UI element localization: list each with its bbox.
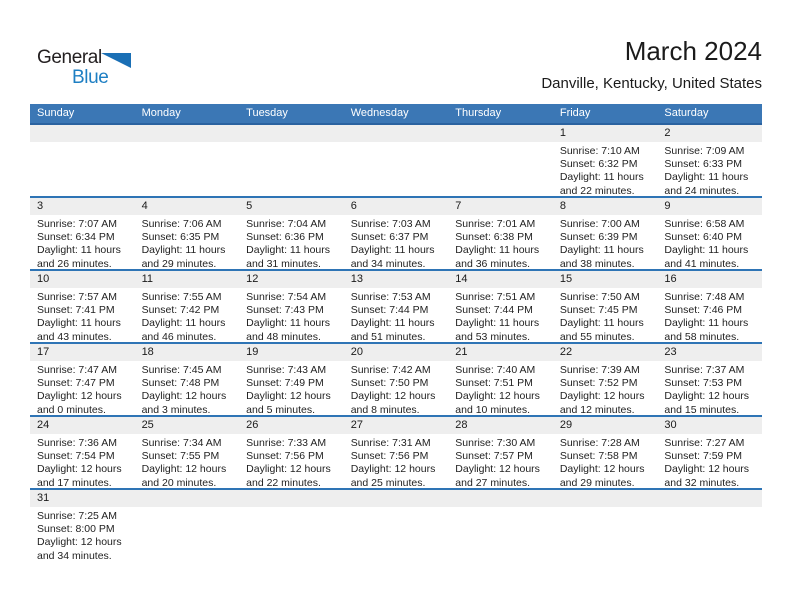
sunset-line: Sunset: 6:37 PM — [350, 231, 429, 244]
date-band — [30, 490, 762, 507]
daylight-minutes-line: and 31 minutes. — [246, 257, 321, 270]
day-cell-empty — [553, 507, 658, 563]
date-band — [30, 198, 762, 215]
sunrise-line: Sunrise: 7:04 AM — [246, 218, 327, 230]
sunset-line: Sunset: 7:44 PM — [350, 304, 429, 317]
week-body — [30, 507, 762, 561]
sunrise-line: Sunrise: 7:43 AM — [246, 364, 327, 376]
week-row-6 — [30, 490, 762, 561]
sunset-line: Sunset: 7:56 PM — [350, 450, 429, 463]
month-title: March 2024 — [624, 36, 762, 66]
day-cell-10 — [30, 288, 135, 344]
sunset-line: Sunset: 6:40 PM — [664, 231, 743, 244]
sunset-line: Sunset: 6:35 PM — [141, 231, 220, 244]
daylight-minutes-line: and 55 minutes. — [559, 330, 635, 343]
daylight-hours-line: Daylight: 11 hours — [664, 244, 749, 257]
day-cell-empty — [448, 507, 553, 563]
sunrise-line: Sunrise: 7:01 AM — [455, 218, 536, 230]
day-cell-empty — [344, 507, 449, 563]
daylight-minutes-line: and 51 minutes. — [350, 330, 426, 343]
sunset-line: Sunset: 7:48 PM — [141, 377, 220, 390]
date-number-empty — [344, 125, 449, 142]
daylight-hours-line: Daylight: 11 hours — [455, 244, 540, 257]
sunset-line: Sunset: 7:56 PM — [246, 450, 324, 463]
date-number-empty — [239, 490, 344, 507]
day-cell-21 — [448, 361, 553, 417]
logo-triangle-icon — [101, 53, 131, 68]
calendar-grid — [30, 104, 762, 561]
sunrise-line: Sunrise: 7:07 AM — [37, 218, 117, 230]
date-number-29: 29 — [559, 419, 573, 431]
date-number-26: 26 — [246, 419, 259, 431]
day-cell-empty — [448, 142, 553, 198]
sunrise-line: Sunrise: 7:42 AM — [350, 364, 431, 376]
sunset-line: Sunset: 7:43 PM — [246, 304, 324, 317]
daylight-hours-line: Daylight: 11 hours — [37, 317, 121, 330]
week-row-1 — [30, 125, 762, 198]
sunrise-line: Sunrise: 7:31 AM — [350, 437, 431, 449]
daylight-hours-line: Daylight: 11 hours — [246, 244, 330, 257]
sunrise-line: Sunrise: 7:10 AM — [559, 145, 640, 157]
daylight-minutes-line: and 25 minutes. — [350, 476, 426, 489]
day-cell-empty — [30, 142, 135, 198]
sunset-line: Sunset: 7:50 PM — [350, 377, 429, 390]
day-header-sunday: Sunday — [37, 107, 75, 119]
daylight-hours-line: Daylight: 11 hours — [37, 244, 121, 257]
week-body — [30, 215, 762, 269]
date-number-empty — [448, 125, 553, 142]
sunset-line: Sunset: 7:41 PM — [37, 304, 115, 317]
sunrise-line: Sunrise: 7:28 AM — [559, 437, 640, 449]
sunrise-line: Sunrise: 7:50 AM — [559, 291, 640, 303]
date-number-22: 22 — [559, 346, 573, 358]
date-number-31: 31 — [37, 492, 50, 504]
date-number-11: 11 — [141, 273, 153, 285]
week-body — [30, 288, 762, 342]
sunrise-line: Sunrise: 7:25 AM — [37, 510, 117, 522]
week-row-5 — [30, 417, 762, 490]
sunrise-line: Sunrise: 7:40 AM — [455, 364, 536, 376]
sunrise-line: Sunrise: 7:36 AM — [37, 437, 117, 449]
sunrise-line: Sunrise: 7:03 AM — [350, 218, 431, 230]
daylight-hours-line: Daylight: 11 hours — [350, 244, 435, 257]
sunrise-line: Sunrise: 7:37 AM — [664, 364, 745, 376]
daylight-minutes-line: and 0 minutes. — [37, 403, 106, 416]
date-number-5: 5 — [246, 200, 253, 212]
day-cell-29 — [553, 434, 658, 490]
sunrise-line: Sunrise: 7:30 AM — [455, 437, 536, 449]
daylight-hours-line: Daylight: 12 hours — [246, 463, 331, 476]
day-cell-4 — [135, 215, 240, 271]
sunrise-line: Sunrise: 7:33 AM — [246, 437, 327, 449]
sunrise-line: Sunrise: 7:09 AM — [664, 145, 745, 157]
sunset-line: Sunset: 8:00 PM — [37, 523, 115, 536]
week-body — [30, 434, 762, 488]
daylight-minutes-line: and 17 minutes. — [37, 476, 112, 489]
sunrise-line: Sunrise: 7:00 AM — [559, 218, 640, 230]
sunrise-line: Sunrise: 7:54 AM — [246, 291, 327, 303]
date-number-21: 21 — [455, 346, 468, 358]
week-body — [30, 142, 762, 196]
date-number-15: 15 — [559, 273, 573, 285]
daylight-hours-line: Daylight: 11 hours — [141, 317, 226, 330]
daylight-minutes-line: and 8 minutes. — [350, 403, 420, 416]
day-cell-15 — [553, 288, 658, 344]
sunrise-line: Sunrise: 7:53 AM — [350, 291, 431, 303]
date-number-empty — [239, 125, 344, 142]
day-cell-empty — [135, 142, 240, 198]
sunset-line: Sunset: 7:55 PM — [141, 450, 220, 463]
date-number-27: 27 — [350, 419, 363, 431]
sunrise-line: Sunrise: 7:51 AM — [455, 291, 536, 303]
general-blue-logo — [37, 47, 147, 93]
date-number-30: 30 — [664, 419, 677, 431]
day-cell-9 — [657, 215, 762, 271]
date-number-28: 28 — [455, 419, 468, 431]
day-cell-20 — [344, 361, 449, 417]
day-cell-empty — [239, 142, 344, 198]
daylight-minutes-line: and 34 minutes. — [350, 257, 426, 270]
date-number-25: 25 — [141, 419, 154, 431]
day-cell-24 — [30, 434, 135, 490]
weeks-container — [30, 125, 762, 561]
date-number-12: 12 — [246, 273, 259, 285]
sunrise-line: Sunrise: 7:06 AM — [141, 218, 222, 230]
week-row-2 — [30, 198, 762, 271]
date-number-empty — [553, 490, 658, 507]
date-number-9: 9 — [664, 200, 671, 212]
sunset-line: Sunset: 7:45 PM — [559, 304, 638, 317]
daylight-minutes-line: and 34 minutes. — [37, 549, 112, 562]
sunrise-line: Sunrise: 7:34 AM — [141, 437, 222, 449]
daylight-hours-line: Daylight: 11 hours — [559, 244, 644, 257]
date-number-3: 3 — [37, 200, 44, 212]
day-cell-25 — [135, 434, 240, 490]
daylight-hours-line: Daylight: 12 hours — [141, 390, 227, 403]
date-band — [30, 344, 762, 361]
daylight-hours-line: Daylight: 12 hours — [37, 536, 122, 549]
date-number-4: 4 — [141, 200, 148, 212]
daylight-minutes-line: and 32 minutes. — [664, 476, 740, 489]
daylight-minutes-line: and 24 minutes. — [664, 184, 740, 197]
daylight-minutes-line: and 5 minutes. — [246, 403, 316, 416]
day-cell-23 — [657, 361, 762, 417]
daylight-minutes-line: and 38 minutes. — [559, 257, 635, 270]
day-cell-12 — [239, 288, 344, 344]
date-number-8: 8 — [559, 200, 566, 212]
sunset-line: Sunset: 6:39 PM — [559, 231, 638, 244]
sunset-line: Sunset: 7:57 PM — [455, 450, 533, 463]
sunset-line: Sunset: 7:58 PM — [559, 450, 638, 463]
sunset-line: Sunset: 7:53 PM — [664, 377, 743, 390]
day-header-friday: Friday — [559, 107, 591, 119]
daylight-minutes-line: and 12 minutes. — [559, 403, 635, 416]
date-number-1: 1 — [559, 127, 566, 139]
date-number-2: 2 — [664, 127, 671, 139]
daylight-minutes-line: and 10 minutes. — [455, 403, 530, 416]
sunrise-line: Sunrise: 7:47 AM — [37, 364, 117, 376]
logo-word-blue: Blue — [72, 67, 109, 88]
date-number-empty — [30, 125, 135, 142]
sunset-line: Sunset: 7:47 PM — [37, 377, 115, 390]
day-cell-26 — [239, 434, 344, 490]
daylight-minutes-line: and 29 minutes. — [141, 257, 217, 270]
date-number-20: 20 — [350, 346, 363, 358]
day-cell-3 — [30, 215, 135, 271]
sunset-line: Sunset: 7:49 PM — [246, 377, 324, 390]
day-header-saturday: Saturday — [664, 107, 709, 119]
daylight-minutes-line: and 48 minutes. — [246, 330, 321, 343]
day-cell-14 — [448, 288, 553, 344]
sunrise-line: Sunrise: 7:39 AM — [559, 364, 640, 376]
sunrise-line: Sunrise: 7:27 AM — [664, 437, 745, 449]
daylight-minutes-line: and 27 minutes. — [455, 476, 530, 489]
sunset-line: Sunset: 7:46 PM — [664, 304, 743, 317]
week-row-3 — [30, 271, 762, 344]
date-number-13: 13 — [350, 273, 363, 285]
daylight-minutes-line: and 20 minutes. — [141, 476, 217, 489]
date-number-18: 18 — [141, 346, 154, 358]
daylight-minutes-line: and 36 minutes. — [455, 257, 530, 270]
date-band — [30, 271, 762, 288]
sunrise-line: Sunrise: 7:57 AM — [37, 291, 117, 303]
day-cell-empty — [239, 507, 344, 563]
day-cell-17 — [30, 361, 135, 417]
daylight-hours-line: Daylight: 12 hours — [559, 390, 645, 403]
date-number-19: 19 — [246, 346, 259, 358]
logo-word-general: General — [37, 47, 102, 68]
daylight-minutes-line: and 29 minutes. — [559, 476, 635, 489]
week-row-4 — [30, 344, 762, 417]
day-cell-13 — [344, 288, 449, 344]
daylight-minutes-line: and 43 minutes. — [37, 330, 112, 343]
day-cell-1 — [553, 142, 658, 198]
week-body — [30, 361, 762, 415]
sunset-line: Sunset: 7:51 PM — [455, 377, 533, 390]
daylight-minutes-line: and 26 minutes. — [37, 257, 112, 270]
day-header-monday: Monday — [141, 107, 181, 119]
daylight-hours-line: Daylight: 12 hours — [664, 463, 750, 476]
sunset-line: Sunset: 6:36 PM — [246, 231, 324, 244]
date-number-23: 23 — [664, 346, 677, 358]
daylight-hours-line: Daylight: 11 hours — [559, 317, 644, 330]
day-cell-empty — [657, 507, 762, 563]
daylight-hours-line: Daylight: 12 hours — [664, 390, 750, 403]
daylight-minutes-line: and 46 minutes. — [141, 330, 217, 343]
daylight-hours-line: Daylight: 11 hours — [350, 317, 435, 330]
daylight-minutes-line: and 41 minutes. — [664, 257, 740, 270]
day-header-tuesday: Tuesday — [246, 107, 288, 119]
daylight-minutes-line: and 22 minutes. — [559, 184, 635, 197]
date-number-14: 14 — [455, 273, 468, 285]
sunrise-line: Sunrise: 6:58 AM — [664, 218, 745, 230]
daylight-hours-line: Daylight: 12 hours — [559, 463, 645, 476]
day-cell-7 — [448, 215, 553, 271]
date-number-empty — [135, 490, 240, 507]
date-number-7: 7 — [455, 200, 462, 212]
sunset-line: Sunset: 6:38 PM — [455, 231, 533, 244]
daylight-hours-line: Daylight: 12 hours — [350, 463, 436, 476]
date-number-24: 24 — [37, 419, 50, 431]
sunset-line: Sunset: 7:52 PM — [559, 377, 638, 390]
sunset-line: Sunset: 6:34 PM — [37, 231, 115, 244]
date-band — [30, 417, 762, 434]
date-number-6: 6 — [350, 200, 357, 212]
daylight-hours-line: Daylight: 12 hours — [37, 463, 122, 476]
date-number-empty — [448, 490, 553, 507]
daylight-minutes-line: and 53 minutes. — [455, 330, 530, 343]
day-cell-11 — [135, 288, 240, 344]
daylight-hours-line: Daylight: 12 hours — [455, 390, 540, 403]
daylight-hours-line: Daylight: 12 hours — [350, 390, 436, 403]
day-cell-27 — [344, 434, 449, 490]
date-number-empty — [344, 490, 449, 507]
date-number-16: 16 — [664, 273, 677, 285]
date-band — [30, 125, 762, 142]
date-number-10: 10 — [37, 273, 50, 285]
day-cell-22 — [553, 361, 658, 417]
sunset-line: Sunset: 7:54 PM — [37, 450, 115, 463]
daylight-hours-line: Daylight: 12 hours — [37, 390, 122, 403]
date-number-empty — [657, 490, 762, 507]
day-cell-empty — [344, 142, 449, 198]
day-cell-28 — [448, 434, 553, 490]
daylight-hours-line: Daylight: 11 hours — [559, 171, 644, 184]
day-cell-18 — [135, 361, 240, 417]
sunrise-line: Sunrise: 7:48 AM — [664, 291, 745, 303]
day-header-wednesday: Wednesday — [350, 107, 409, 119]
day-cell-6 — [344, 215, 449, 271]
daylight-minutes-line: and 15 minutes. — [664, 403, 740, 416]
daylight-minutes-line: and 22 minutes. — [246, 476, 321, 489]
day-cell-30 — [657, 434, 762, 490]
daylight-hours-line: Daylight: 12 hours — [246, 390, 331, 403]
sunset-line: Sunset: 6:33 PM — [664, 158, 743, 171]
date-number-empty — [135, 125, 240, 142]
daylight-hours-line: Daylight: 11 hours — [664, 171, 749, 184]
date-number-17: 17 — [37, 346, 50, 358]
daylight-hours-line: Daylight: 11 hours — [664, 317, 749, 330]
day-cell-8 — [553, 215, 658, 271]
sunset-line: Sunset: 6:32 PM — [559, 158, 638, 171]
day-cell-empty — [135, 507, 240, 563]
sunset-line: Sunset: 7:42 PM — [141, 304, 220, 317]
daylight-hours-line: Daylight: 11 hours — [455, 317, 540, 330]
sunrise-line: Sunrise: 7:45 AM — [141, 364, 222, 376]
sunset-line: Sunset: 7:59 PM — [664, 450, 743, 463]
daylight-hours-line: Daylight: 12 hours — [141, 463, 227, 476]
day-cell-2 — [657, 142, 762, 198]
daylight-hours-line: Daylight: 12 hours — [455, 463, 540, 476]
day-cell-31 — [30, 507, 135, 563]
day-cell-16 — [657, 288, 762, 344]
sunrise-line: Sunrise: 7:55 AM — [141, 291, 222, 303]
daylight-hours-line: Daylight: 11 hours — [246, 317, 330, 330]
daylight-hours-line: Daylight: 11 hours — [141, 244, 226, 257]
daylight-minutes-line: and 3 minutes. — [141, 403, 211, 416]
day-cell-19 — [239, 361, 344, 417]
day-cell-5 — [239, 215, 344, 271]
sunset-line: Sunset: 7:44 PM — [455, 304, 533, 317]
location-subtitle: Danville, Kentucky, United States — [541, 75, 762, 92]
weekday-header-row — [30, 104, 762, 125]
day-header-thursday: Thursday — [455, 107, 502, 119]
daylight-minutes-line: and 58 minutes. — [664, 330, 740, 343]
